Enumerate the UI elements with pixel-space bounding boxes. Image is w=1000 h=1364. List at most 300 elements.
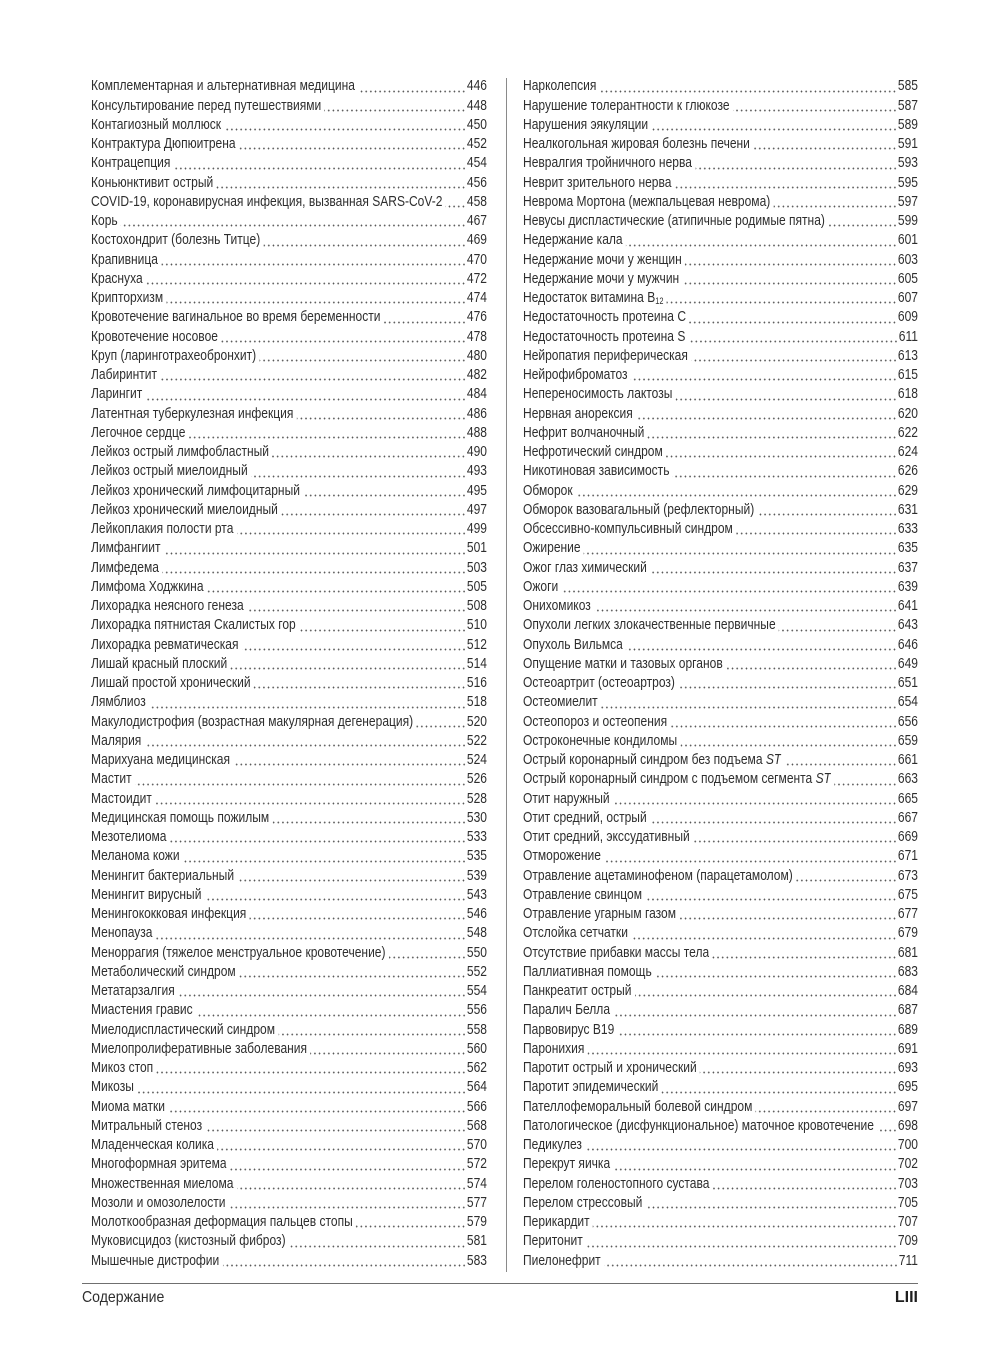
entry-title-text: Нейрофиброматоз xyxy=(523,367,628,384)
entry-title xyxy=(523,97,730,116)
toc-list-left xyxy=(91,77,487,1271)
entry-page-number: 562 xyxy=(466,1060,487,1077)
toc-entry xyxy=(91,828,487,847)
entry-page-number: 510 xyxy=(466,617,487,634)
entry-title xyxy=(91,1136,214,1155)
entry-title xyxy=(91,847,180,866)
dot-leader xyxy=(758,501,898,520)
entry-title xyxy=(91,1021,275,1040)
entry-title xyxy=(91,828,166,847)
toc-entry xyxy=(523,424,918,443)
entry-page-number: 635 xyxy=(897,540,918,557)
toc-entry xyxy=(91,482,487,501)
entry-title xyxy=(91,77,355,96)
entry-page-number: 476 xyxy=(466,309,487,326)
entry-title xyxy=(91,1252,219,1271)
dot-leader xyxy=(753,135,897,154)
toc-entry xyxy=(91,867,487,886)
entry-title xyxy=(91,405,293,424)
entry-page-number: 626 xyxy=(897,463,918,480)
entry-title xyxy=(523,1001,610,1020)
dot-leader xyxy=(673,462,897,481)
entry-page-number: 572 xyxy=(466,1156,487,1173)
entry-title-text: Малярия xyxy=(91,732,142,749)
dot-leader xyxy=(650,559,897,578)
toc-entry xyxy=(523,674,918,693)
entry-title-subscript: 12 xyxy=(655,296,664,307)
dot-leader xyxy=(655,963,897,982)
entry-title-text: COVID-19, коронавирусная инфекция, вызванная SARS-CoV-2 xyxy=(91,193,443,210)
entry-title xyxy=(523,847,601,866)
entry-title xyxy=(91,1155,227,1174)
entry-page-number: 516 xyxy=(466,675,487,692)
entry-title xyxy=(91,963,236,982)
entry-page-number: 452 xyxy=(466,136,487,153)
entry-title xyxy=(91,1040,307,1059)
toc-entry xyxy=(523,867,918,886)
entry-title-text: Паротит острый и хронический xyxy=(523,1060,697,1077)
entry-page-number: 661 xyxy=(897,752,918,769)
dot-leader xyxy=(121,212,466,231)
entry-title xyxy=(523,1155,610,1174)
entry-title xyxy=(91,443,269,462)
toc-entry xyxy=(91,1059,487,1078)
toc-entry xyxy=(523,1136,918,1155)
entry-title xyxy=(91,424,185,443)
dot-leader xyxy=(689,328,898,347)
entry-title-text: Недержание мочи у женщин xyxy=(523,251,682,268)
toc-entry xyxy=(523,1232,918,1251)
dot-leader xyxy=(207,578,466,597)
entry-title xyxy=(523,809,647,828)
dot-leader xyxy=(618,1021,897,1040)
entry-title-text: Миастения гравис xyxy=(91,1002,193,1019)
toc-entry xyxy=(91,982,487,1001)
toc-entry xyxy=(91,1194,487,1213)
entry-title-text: Ожоги xyxy=(523,578,559,595)
entry-title xyxy=(91,135,236,154)
entry-title xyxy=(523,1078,658,1097)
entry-title-text: Кровотечение носовое xyxy=(91,328,218,345)
entry-title-text: Макулодистрофия (возрастная макулярная дегенерация) xyxy=(91,713,414,730)
toc-entry xyxy=(91,636,487,655)
dot-leader xyxy=(242,636,466,655)
entry-page-number: 613 xyxy=(897,347,918,364)
dot-leader xyxy=(178,982,466,1001)
dot-leader xyxy=(678,674,897,693)
dot-leader xyxy=(164,539,466,558)
entry-title-text: Паротит эпидемический xyxy=(523,1079,659,1096)
toc-entry xyxy=(523,385,918,404)
entry-page-number: 528 xyxy=(466,790,487,807)
dot-leader xyxy=(631,366,897,385)
entry-page-number: 554 xyxy=(466,983,487,1000)
toc-entry xyxy=(523,308,918,327)
entry-page-number: 550 xyxy=(466,944,487,961)
toc-entry xyxy=(91,1252,487,1271)
entry-title xyxy=(91,944,386,963)
dot-leader xyxy=(189,424,466,443)
dot-leader xyxy=(223,1252,467,1271)
entry-page-number: 698 xyxy=(897,1117,918,1134)
entry-title-text: Мозоли и омозолелости xyxy=(91,1194,226,1211)
dot-leader xyxy=(666,443,897,462)
toc-entry xyxy=(523,924,918,943)
dot-leader xyxy=(230,655,466,674)
dot-leader xyxy=(576,482,897,501)
dot-leader xyxy=(601,693,897,712)
entry-title-text: Острый коронарный синдром с подъемом сегмента xyxy=(523,771,813,788)
entry-title xyxy=(523,751,781,770)
entry-title xyxy=(91,482,300,501)
entry-page-number: 633 xyxy=(897,521,918,538)
dot-leader xyxy=(662,1078,897,1097)
entry-page-number: 454 xyxy=(466,155,487,172)
toc-entry xyxy=(523,655,918,674)
entry-page-number: 705 xyxy=(897,1194,918,1211)
dot-leader xyxy=(229,1194,466,1213)
toc-entry xyxy=(91,559,487,578)
entry-title-text: Недостаток витамина B xyxy=(523,290,656,307)
entry-page-number: 646 xyxy=(897,636,918,653)
toc-entry xyxy=(523,1098,918,1117)
entry-title xyxy=(523,501,754,520)
entry-title xyxy=(91,713,413,732)
toc-entry xyxy=(91,347,487,366)
toc-entry xyxy=(91,520,487,539)
entry-page-number: 508 xyxy=(466,598,487,615)
entry-title xyxy=(523,1213,590,1232)
entry-title-text: Крипторхизм xyxy=(91,290,164,307)
entry-page-number: 629 xyxy=(897,482,918,499)
entry-title-text: Лихорадка ревматическая xyxy=(91,636,239,653)
entry-title-text: Мезотелиома xyxy=(91,829,167,846)
toc-entry xyxy=(91,1098,487,1117)
dot-leader xyxy=(594,597,897,616)
entry-page-number: 497 xyxy=(466,501,487,518)
dot-leader xyxy=(168,1098,466,1117)
toc-entry xyxy=(523,328,918,347)
entry-title-text: Кровотечение вагинальное во время беременности xyxy=(91,309,381,326)
entry-title xyxy=(91,251,158,270)
entry-title-text: Нарколепсия xyxy=(523,78,597,95)
dot-leader xyxy=(713,944,898,963)
entry-title xyxy=(523,424,644,443)
toc-entry xyxy=(523,751,918,770)
entry-title-text: Лабиринтит xyxy=(91,367,158,384)
dot-leader xyxy=(217,174,467,193)
entry-title-text: Недостаточность протеина S xyxy=(523,328,686,345)
toc-entry xyxy=(91,578,487,597)
entry-title xyxy=(523,578,558,597)
toc-entry xyxy=(91,501,487,520)
entry-page-number: 526 xyxy=(466,771,487,788)
dot-leader xyxy=(272,443,466,462)
toc-entry xyxy=(91,1001,487,1020)
entry-title-text: Микоз стоп xyxy=(91,1060,154,1077)
dot-leader xyxy=(137,1078,466,1097)
entry-title-text: Метаболический синдром xyxy=(91,963,236,980)
dot-leader xyxy=(416,713,466,732)
dot-leader xyxy=(157,1059,467,1078)
entry-title-text: Контрактура Дюпюитрена xyxy=(91,136,236,153)
dot-leader xyxy=(297,405,466,424)
entry-page-number: 446 xyxy=(466,78,487,95)
entry-page-number: 535 xyxy=(466,848,487,865)
entry-title-text: Невралгия тройничного нерва xyxy=(523,155,692,172)
dot-leader xyxy=(779,616,897,635)
entry-page-number: 450 xyxy=(466,116,487,133)
toc-entry xyxy=(523,616,918,635)
toc-entry xyxy=(523,347,918,366)
dot-leader xyxy=(713,1175,897,1194)
entry-title-text: Отслойка сетчатки xyxy=(523,925,628,942)
entry-title xyxy=(523,597,591,616)
entry-page-number: 490 xyxy=(466,444,487,461)
entry-title-text: Менингококковая инфекция xyxy=(91,906,247,923)
entry-page-number: 641 xyxy=(897,598,918,615)
toc-entry xyxy=(91,809,487,828)
dot-leader xyxy=(650,809,897,828)
entry-page-number: 478 xyxy=(466,328,487,345)
entry-title-text: Педикулез xyxy=(523,1137,582,1154)
entry-title xyxy=(523,289,664,308)
toc-entry xyxy=(91,251,487,270)
toc-entry xyxy=(91,1040,487,1059)
entry-page-number: 456 xyxy=(466,174,487,191)
entry-title-text: Обморок xyxy=(523,482,573,499)
dot-leader xyxy=(251,462,466,481)
entry-page-number: 615 xyxy=(897,367,918,384)
entry-title xyxy=(523,539,581,558)
entry-page-number: 693 xyxy=(897,1060,918,1077)
entry-page-number: 665 xyxy=(897,790,918,807)
entry-title xyxy=(523,135,750,154)
dot-leader xyxy=(250,905,466,924)
toc-entry xyxy=(523,1213,918,1232)
entry-title-text: Невусы диспластические (атипичные родимые пятна) xyxy=(523,213,825,230)
footer-rule xyxy=(82,1283,918,1284)
toc-entry xyxy=(91,713,487,732)
entry-title-text: Консультирование перед путешествиями xyxy=(91,97,322,114)
toc-entry xyxy=(91,405,487,424)
entry-page-number: 591 xyxy=(897,136,918,153)
entry-page-number: 611 xyxy=(898,328,918,345)
dot-leader xyxy=(221,328,466,347)
entry-title-text: Неврит зрительного нерва xyxy=(523,174,672,191)
toc-entry xyxy=(91,770,487,789)
entry-title xyxy=(523,1040,584,1059)
toc-entry xyxy=(523,578,918,597)
toc-entry xyxy=(523,847,918,866)
entry-title xyxy=(523,616,776,635)
toc-entry xyxy=(523,405,918,424)
toc-entry xyxy=(91,963,487,982)
toc-entry xyxy=(91,674,487,693)
entry-title xyxy=(91,1117,202,1136)
entry-title-text: Контагиозный моллюск xyxy=(91,116,222,133)
entry-title-text: Младенческая колика xyxy=(91,1137,214,1154)
entry-title-text: Латентная туберкулезная инфекция xyxy=(91,405,294,422)
entry-title-text: Отит наружный xyxy=(523,790,610,807)
dot-leader xyxy=(700,1059,897,1078)
entry-title xyxy=(523,270,679,289)
toc-entry xyxy=(523,1021,918,1040)
entry-title xyxy=(523,77,596,96)
dot-leader xyxy=(676,385,897,404)
entry-title-text: Перекрут яичка xyxy=(523,1156,611,1173)
dot-leader xyxy=(586,1232,897,1251)
dot-leader xyxy=(135,770,466,789)
dot-leader xyxy=(651,116,897,135)
entry-title-text: Лейкоз хронический миелоидный xyxy=(91,501,278,518)
toc-entry xyxy=(523,289,918,308)
entry-page-number: 659 xyxy=(897,732,918,749)
entry-page-number: 651 xyxy=(897,675,918,692)
entry-page-number: 458 xyxy=(466,193,487,210)
toc-entry xyxy=(523,97,918,116)
entry-title-text: Никотиновая зависимость xyxy=(523,463,670,480)
entry-title xyxy=(523,1117,874,1136)
entry-title-text: Лишай красный плоский xyxy=(91,655,228,672)
entry-page-number: 518 xyxy=(466,694,487,711)
toc-entry xyxy=(91,1155,487,1174)
entry-title-text: Муковисцидоз (кистозный фиброз) xyxy=(91,1233,286,1250)
entry-title xyxy=(523,790,610,809)
dot-leader xyxy=(828,212,897,231)
entry-title-text: Нефрит волчаночный xyxy=(523,424,645,441)
entry-title-text: Краснуха xyxy=(91,270,143,287)
dot-leader xyxy=(626,636,897,655)
entry-title xyxy=(523,212,825,231)
entry-title-text: Медицинская помощь пожилым xyxy=(91,809,270,826)
entry-page-number: 480 xyxy=(466,347,487,364)
toc-entry xyxy=(91,655,487,674)
entry-title-text: Мастоидит xyxy=(91,790,152,807)
dot-leader xyxy=(593,1213,897,1232)
entry-page-number: 469 xyxy=(466,232,487,249)
entry-title xyxy=(91,97,321,116)
entry-title-text: Ожог глаз химический xyxy=(523,559,647,576)
entry-page-number: 711 xyxy=(898,1252,918,1269)
entry-page-number: 689 xyxy=(897,1021,918,1038)
entry-title-text: Онихомикоз xyxy=(523,598,591,615)
toc-entry xyxy=(91,847,487,866)
entry-title xyxy=(523,328,685,347)
column-divider xyxy=(506,78,507,1272)
entry-title xyxy=(91,809,269,828)
entry-page-number: 637 xyxy=(897,559,918,576)
toc-entry xyxy=(523,1117,918,1136)
entry-title-text: Многоформная эритема xyxy=(91,1156,227,1173)
entry-title xyxy=(91,751,230,770)
entry-page-number: 530 xyxy=(466,809,487,826)
toc-entry xyxy=(91,616,487,635)
entry-title-text: Отравление угарным газом xyxy=(523,906,676,923)
toc-entry xyxy=(91,193,487,212)
toc-entry xyxy=(91,1213,487,1232)
entry-title-text: Перитонит xyxy=(523,1233,583,1250)
dot-leader xyxy=(613,1001,897,1020)
entry-title-text: Перелом стрессовый xyxy=(523,1194,643,1211)
entry-title xyxy=(523,443,663,462)
dot-leader xyxy=(239,963,466,982)
entry-page-number: 643 xyxy=(897,617,918,634)
entry-title xyxy=(91,462,248,481)
entry-title xyxy=(523,828,690,847)
toc-entry xyxy=(91,174,487,193)
entry-title xyxy=(523,347,688,366)
entry-page-number: 522 xyxy=(466,732,487,749)
dot-leader xyxy=(278,1021,466,1040)
entry-title xyxy=(523,193,770,212)
toc-entry xyxy=(523,828,918,847)
entry-title-text: Отсутствие прибавки массы тела xyxy=(523,944,710,961)
entry-page-number: 709 xyxy=(897,1233,918,1250)
toc-entry xyxy=(523,713,918,732)
entry-title xyxy=(523,1232,583,1251)
entry-page-number: 649 xyxy=(897,655,918,672)
entry-page-number: 673 xyxy=(897,867,918,884)
dot-leader xyxy=(281,501,466,520)
dot-leader xyxy=(834,770,897,789)
toc-entry xyxy=(91,732,487,751)
toc-entry xyxy=(91,944,487,963)
entry-title-text: Меноррагия (тяжелое менструальное кровотечение) xyxy=(91,944,386,961)
entry-title-text: Неврома Мортона (межпальцевая неврома) xyxy=(523,193,771,210)
dot-leader xyxy=(146,385,466,404)
entry-page-number: 472 xyxy=(466,270,487,287)
entry-page-number: 505 xyxy=(466,578,487,595)
entry-title-text: Паронихия xyxy=(523,1040,585,1057)
entry-page-number: 493 xyxy=(466,463,487,480)
entry-page-number: 512 xyxy=(466,636,487,653)
entry-page-number: 667 xyxy=(897,809,918,826)
entry-title-text: Мышечные дистрофии xyxy=(91,1252,220,1269)
entry-title xyxy=(91,982,175,1001)
entry-title xyxy=(523,636,623,655)
toc-entry xyxy=(91,905,487,924)
entry-title-text: Обсессивно-компульсивный синдром xyxy=(523,521,733,538)
entry-title xyxy=(91,616,296,635)
toc-entry xyxy=(91,1117,487,1136)
entry-title-text: Парвовирус B19 xyxy=(523,1021,615,1038)
toc-entry xyxy=(523,443,918,462)
entry-title-text: Перелом голеностопного сустава xyxy=(523,1175,710,1192)
entry-title xyxy=(91,905,246,924)
toc-entry xyxy=(523,539,918,558)
toc-entry xyxy=(523,1078,918,1097)
entry-title xyxy=(91,347,256,366)
toc-entry xyxy=(91,462,487,481)
entry-page-number: 583 xyxy=(466,1252,487,1269)
dot-leader xyxy=(161,251,466,270)
toc-entry xyxy=(523,520,918,539)
entry-title xyxy=(523,1252,601,1271)
entry-page-number: 669 xyxy=(897,829,918,846)
toc-entry xyxy=(523,212,918,231)
entry-page-number: 624 xyxy=(897,444,918,461)
dot-leader xyxy=(562,578,898,597)
entry-title xyxy=(91,867,234,886)
entry-title xyxy=(91,231,260,250)
entry-title xyxy=(91,174,213,193)
entry-title-text: Отравление ацетаминофеном (парацетамолом) xyxy=(523,867,793,884)
entry-title xyxy=(523,482,573,501)
entry-page-number: 482 xyxy=(466,367,487,384)
entry-title-italic: ST xyxy=(765,752,782,769)
dot-leader xyxy=(613,790,897,809)
